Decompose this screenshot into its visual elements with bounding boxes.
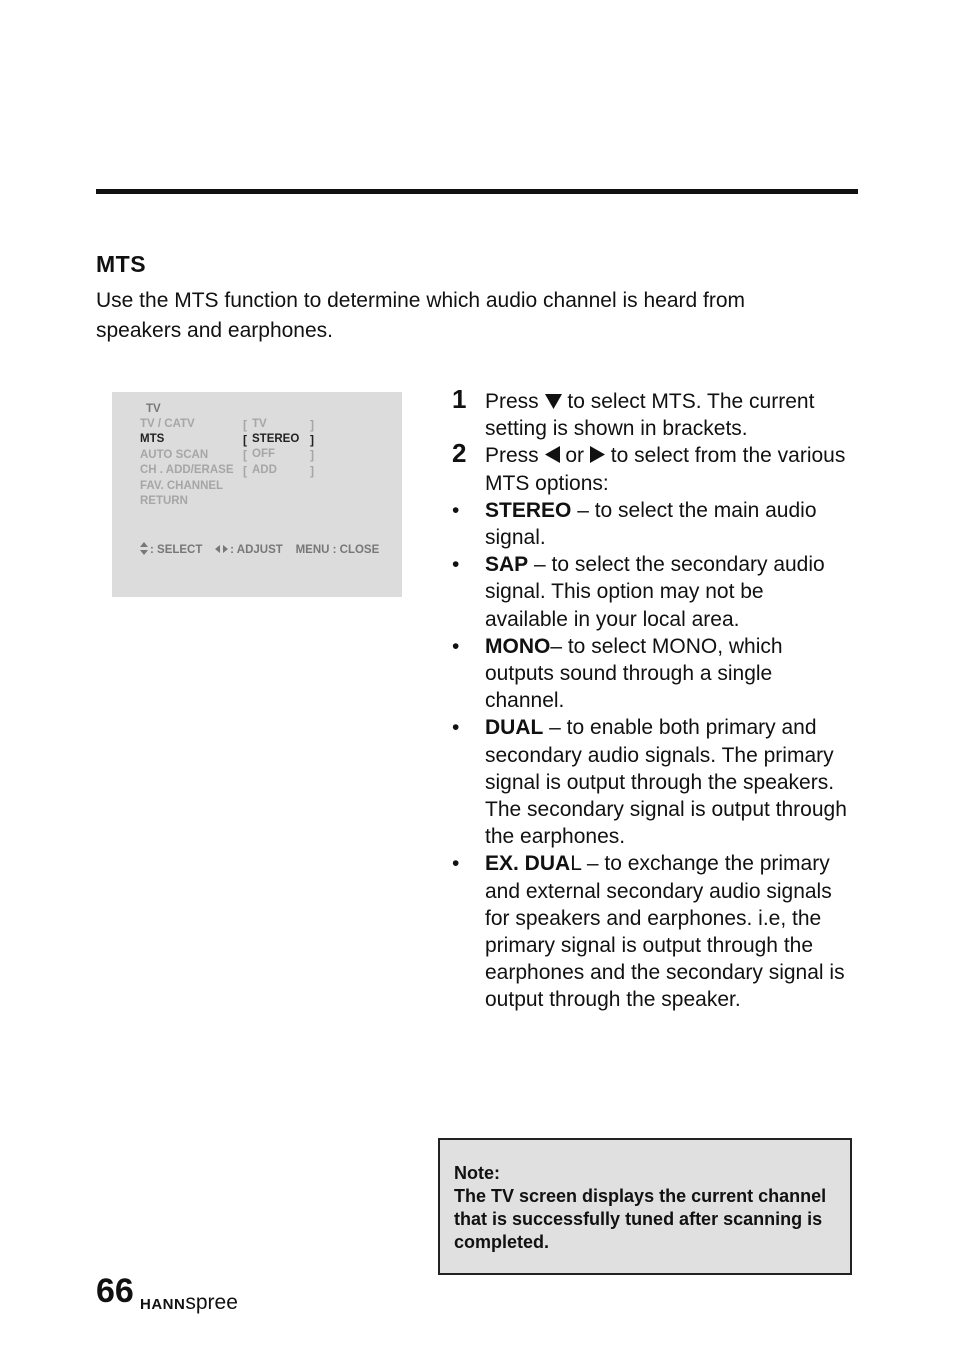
note-text: The TV screen displays the current channel that is successfully tuned after scanning is completed.	[454, 1186, 827, 1252]
page-number: 66	[96, 1272, 134, 1310]
osd-footer	[140, 542, 379, 556]
step-item	[448, 384, 848, 442]
osd-bracket-right: ]	[310, 433, 314, 447]
step-text-before: Press	[485, 390, 539, 413]
osd-close-hint: MENU : CLOSE	[295, 544, 380, 556]
option-item	[448, 497, 848, 551]
top-rule	[96, 189, 858, 194]
option-item	[448, 850, 848, 1013]
osd-row-label: TV / CATV	[140, 418, 195, 430]
left-triangle-icon	[545, 446, 560, 463]
osd-row-label: RETURN	[140, 495, 188, 507]
bullet: •	[452, 852, 460, 876]
note-box	[438, 1138, 852, 1275]
osd-bracket-right: ]	[310, 448, 314, 462]
brand-bold: HANN	[140, 1296, 186, 1313]
step-text-before: Press	[485, 444, 539, 468]
osd-row-value: ADD	[252, 464, 277, 476]
option-term: DUAL	[485, 716, 544, 740]
option-item	[448, 633, 848, 715]
osd-row-label: FAV. CHANNEL	[140, 480, 224, 492]
option-term: EX. DUA	[485, 852, 571, 876]
section-title: MTS	[96, 251, 147, 277]
osd-menu-screenshot	[112, 392, 402, 597]
osd-bracket-right: ]	[310, 464, 314, 478]
osd-row-label: MTS	[140, 433, 165, 445]
osd-row-value: OFF	[252, 448, 275, 460]
osd-bracket-left: [	[243, 464, 247, 478]
step-text-after: to select from the various MTS options:	[485, 444, 846, 495]
osd-select-hint: : SELECT	[150, 544, 203, 556]
down-triangle-icon	[545, 394, 562, 409]
brand-logo	[140, 1291, 238, 1315]
step-number: 2	[452, 438, 467, 469]
option-item	[448, 551, 848, 633]
option-description: – to select the secondary audio signal. This option may not be available in your local area.	[485, 553, 825, 631]
osd-row-label: AUTO SCAN	[140, 449, 209, 461]
osd-bracket-left: [	[243, 418, 247, 432]
brand-light: spree	[185, 1291, 238, 1314]
instruction-list	[448, 384, 848, 1014]
osd-bracket-left: [	[243, 433, 247, 447]
option-description: L – to exchange the primary and external secondary audio signals for speakers and earphones. i.e, the primary signal is output through the earphones and the secondary signal is output through the speaker.	[485, 852, 845, 1012]
option-term: MONO	[485, 634, 551, 658]
bullet: •	[452, 634, 460, 658]
step-item	[448, 438, 848, 496]
osd-row-label: CH . ADD/ERASE	[140, 464, 234, 476]
intro-paragraph: Use the MTS function to determine which audio channel is heard from speakers and earphones.	[96, 289, 746, 342]
option-term: STEREO	[485, 498, 572, 522]
left-right-arrows-icon	[215, 545, 228, 553]
osd-adjust-hint: : ADJUST	[230, 544, 283, 556]
option-description: – to select the main audio signal.	[485, 498, 817, 550]
right-triangle-icon	[590, 446, 605, 463]
osd-bracket-left: [	[243, 448, 247, 462]
bullet: •	[452, 553, 460, 577]
bullet: •	[452, 498, 460, 522]
up-down-arrows-icon	[140, 542, 148, 555]
bullet: •	[452, 716, 460, 740]
note-title: Note:	[454, 1163, 500, 1183]
option-term: SAP	[485, 553, 529, 577]
osd-row-value: TV	[252, 418, 267, 430]
option-description: – to enable both primary and secondary audio signals. The primary signal is output through the speakers. The secondary signal is output through the earphones.	[485, 716, 847, 849]
step-text-mid: or	[565, 444, 585, 468]
step-text-after: to select MTS. The current setting is shown in brackets.	[485, 390, 815, 441]
osd-header: TV	[146, 403, 161, 415]
osd-row-value: STEREO	[252, 433, 300, 445]
osd-bracket-right: ]	[310, 418, 314, 432]
option-item	[448, 714, 848, 850]
option-description: – to select MONO, which outputs sound through a single channel.	[485, 634, 783, 713]
step-number: 1	[452, 384, 467, 414]
